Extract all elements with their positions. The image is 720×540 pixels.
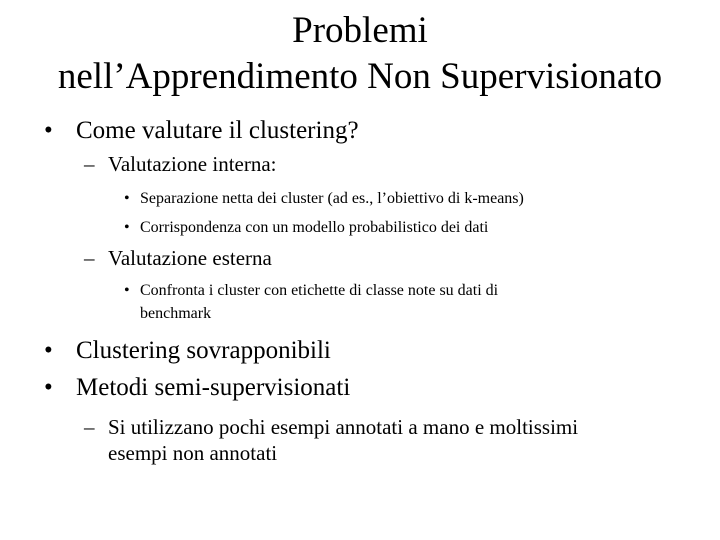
bullet-marker: • [44,337,53,364]
subsubbullet-text: Corrispondenza con un modello probabilistico dei dati [140,219,489,236]
subsubbullet-text-line-1: Confronta i cluster con etichette di classe note su dati di [140,282,499,299]
dash-marker: – [84,152,95,176]
bullet-marker: • [124,282,130,299]
bullet-marker: • [44,374,53,401]
slide-title-line-2: nell’Apprendimento Non Supervisionato [57,56,663,97]
subsubbullet-text: Separazione netta dei cluster (ad es., l’obiettivo di k-means) [140,190,524,207]
bullet-marker: • [124,190,130,207]
subsubbullet-text-line-2: benchmark [140,305,212,322]
dash-marker: – [84,415,95,439]
slide-title-line-1: Problemi [292,10,428,51]
bullet-text: Clustering sovrapponibili [76,337,331,364]
bullet-text: Metodi semi-supervisionati [76,374,351,401]
bullet-marker: • [44,117,53,144]
subbullet-text: Valutazione esterna [108,246,272,270]
bullet-text: Come valutare il clustering? [76,117,359,144]
bullet-marker: • [124,219,130,236]
subbullet-text-line-1: Si utilizzano pochi esempi annotati a mano e moltissimi [108,415,579,439]
dash-marker: – [84,246,95,270]
subbullet-text-line-2: esempi non annotati [108,441,278,465]
subbullet-text: Valutazione interna: [108,152,277,176]
slide-title [0,8,720,100]
